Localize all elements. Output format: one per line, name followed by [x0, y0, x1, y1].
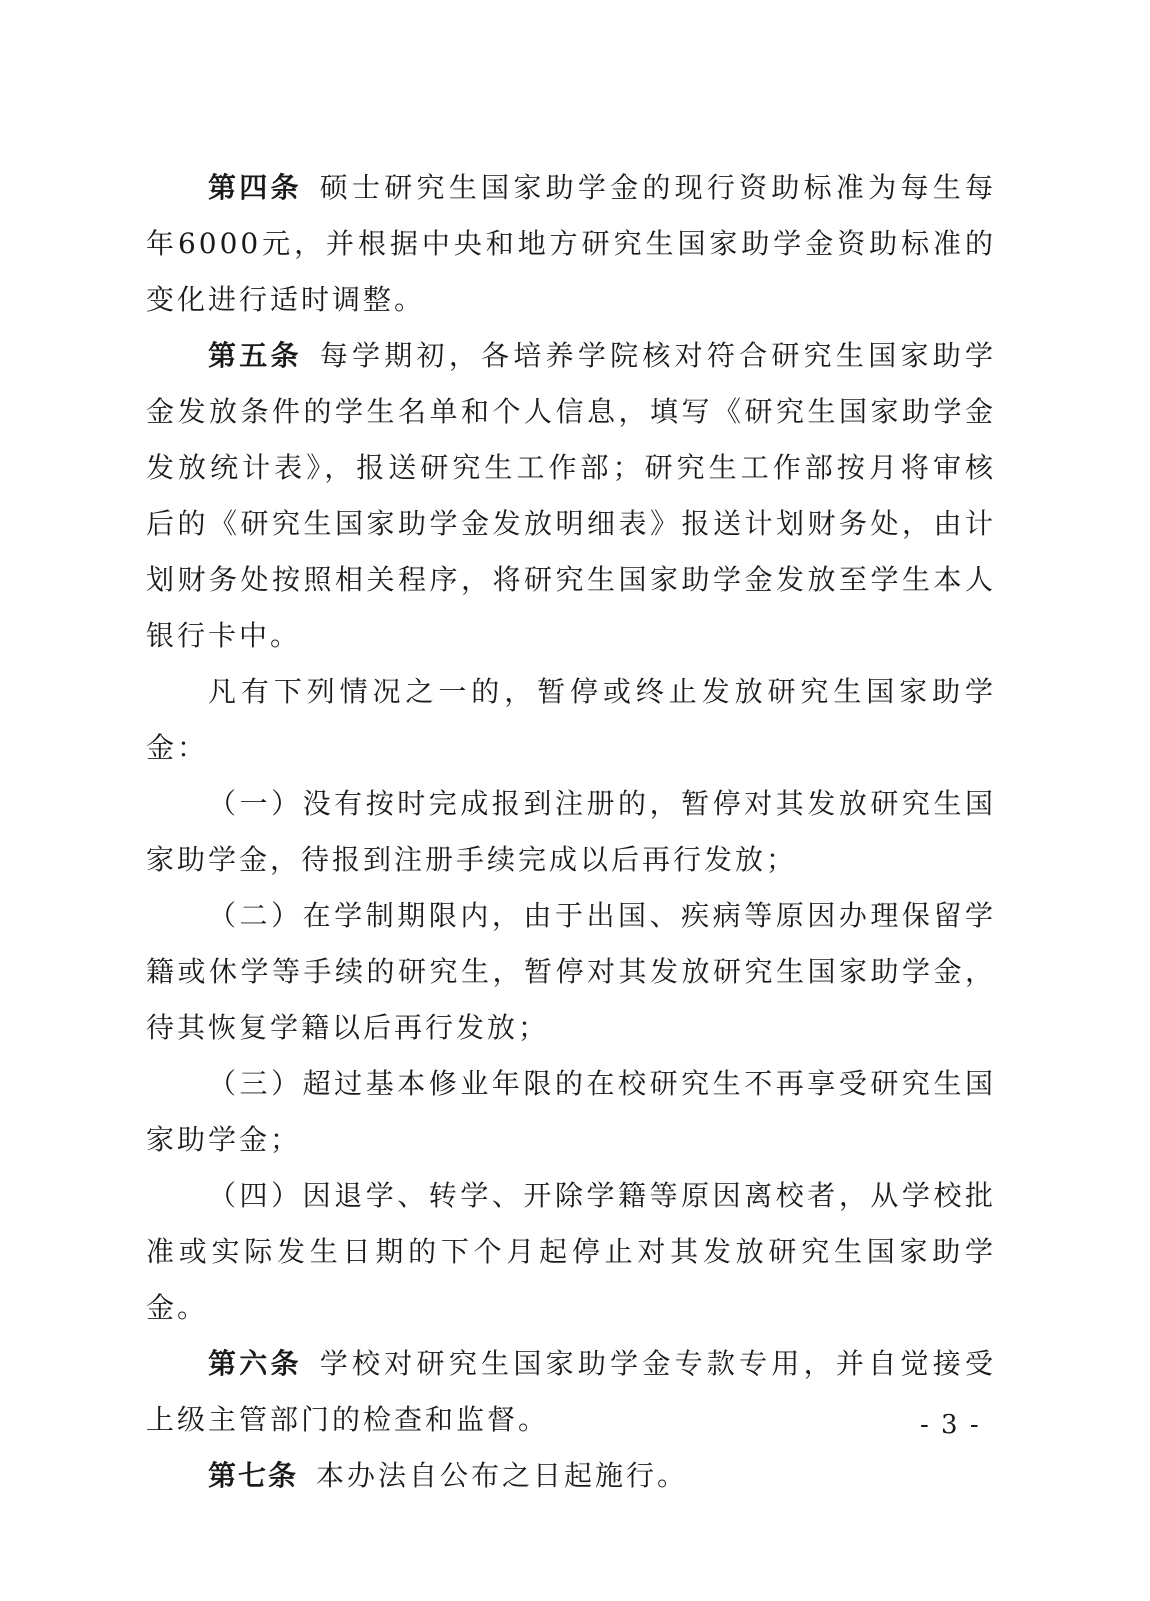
suspension-item-3: （三）超过基本修业年限的在校研究生不再享受研究生国家助学金； — [146, 1067, 996, 1156]
article-7-label: 第七条 — [208, 1459, 299, 1492]
suspension-item-2: （二）在学制期限内，由于出国、疾病等原因办理保留学籍或休学等手续的研究生，暂停对其发放研究生国家助学金，待其恢复学籍以后再行发放； — [146, 899, 996, 1044]
suspension-item-4: （四）因退学、转学、开除学籍等原因离校者，从学校批准或实际发生日期的下个月起停止对其发放研究生国家助学金。 — [146, 1179, 996, 1324]
page-number: - 3 - — [920, 1410, 981, 1440]
article-4-text: 硕士研究生国家助学金的现行资助标准为每生每年6000元，并根据中央和地方研究生国家助学金资助标准的变化进行适时调整。 — [146, 171, 996, 316]
article-5-label: 第五条 — [208, 339, 302, 372]
suspension-item-1: （一）没有按时完成报到注册的，暂停对其发放研究生国家助学金，待报到注册手续完成以后再行发放； — [146, 787, 996, 876]
article-6 — [146, 1336, 996, 1448]
article-6-text: 学校对研究生国家助学金专款专用，并自觉接受上级主管部门的检查和监督。 — [146, 1347, 996, 1436]
suspension-intro: 凡有下列情况之一的，暂停或终止发放研究生国家助学金： — [146, 675, 996, 764]
article-7 — [146, 1448, 996, 1504]
article-5-text: 每学期初，各培养学院核对符合研究生国家助学金发放条件的学生名单和个人信息，填写《研究生国家助学金发放统计表》，报送研究生工作部；研究生工作部按月将审核后的《研究生国家助学金发放明细表》报送计划财务处，由计划财务处按照相关程序，将研究生国家助学金发放至学生本人银行卡中。 — [146, 339, 996, 652]
article-5 — [146, 328, 996, 664]
article-6-label: 第六条 — [208, 1347, 302, 1380]
article-4 — [146, 160, 996, 328]
article-4-label: 第四条 — [208, 171, 302, 204]
document-body — [146, 160, 996, 1504]
article-7-text: 本办法自公布之日起施行。 — [316, 1459, 689, 1492]
